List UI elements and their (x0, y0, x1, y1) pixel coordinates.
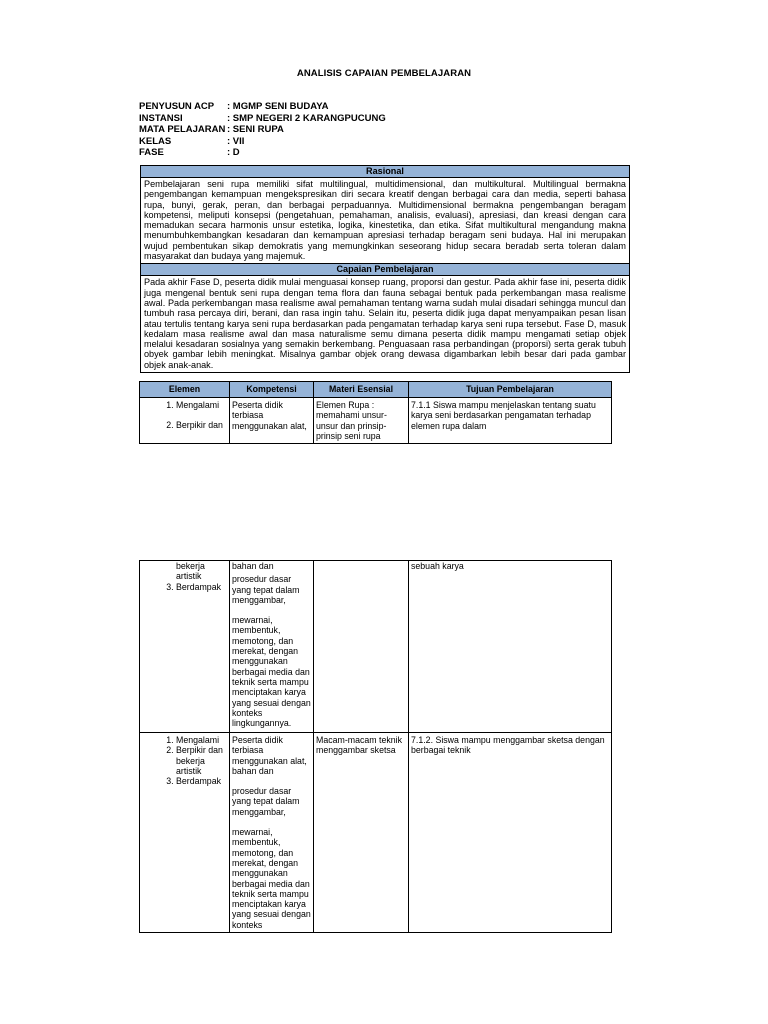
meta-label: KELAS (139, 135, 172, 147)
meta-value: : MGMP SENI BUDAYA (227, 101, 329, 112)
cell-elemen (140, 561, 230, 733)
table-header-row (140, 382, 612, 398)
meta-row-fase (139, 147, 386, 159)
list-item: 1. Mengalami (176, 400, 227, 410)
meta-label: PENYUSUN ACP (139, 101, 215, 112)
cell-tujuan: sebuah karya (409, 561, 612, 733)
meta-value: : SENI RUPA (227, 124, 284, 135)
kompetensi-para: mewarnai, membentuk, memotong, dan merekat, dengan menggunakan berbagai media dan teknik serta mampu menciptakan karya yang sesuai dengan konteks (232, 827, 311, 930)
cell-materi (314, 561, 409, 733)
kompetensi-para: prosedur dasar yang tepat dalam menggambar, (232, 786, 300, 817)
header-kompetensi: Kompetensi (230, 382, 314, 398)
document-title: ANALISIS CAPAIAN PEMBELAJARAN (296, 68, 472, 79)
kompetensi-para: Peserta didik terbiasa menggunakan alat, bahan dan (232, 735, 307, 776)
rasional-capaian-box (140, 165, 630, 373)
analysis-table-part2 (139, 560, 612, 933)
document-meta (139, 101, 386, 159)
capaian-text: Pada akhir Fase D, peserta didik mulai menguasai konsep ruang, proporsi dan gestur. Pada akhir fase ini, peserta didik juga mengenal bentuk seni rupa dengan tema flora dan fauna sebagai bentuk pada perkembangan masa realisme awal. Pada perkembangan masa realisme awal pemahaman tentang warna sudah mulai disadari sehingga muncul dan tumbuh rasa percaya diri, berani, dan rasa ingin tahu. Selain itu, peserta didik juga dapat menyampaikan pesan lisan atau tertulis tentang karya seni rupa berdasarkan pada pengamatan terhadap karya seni rupa tersebut. Fase D, masuk kedalam masa realisme awal dan masa naturalisme semu dimana peserta didik mampu mengamati setiap objek melalui kesadaran sosialnya yang semakin berkembang. Penguasaan rasa perbandingan (proporsi) serta gerak tubuh obyek gambar lebih meningkat. Misalnya gambar objek orang dewasa digambarkan lebih besar dari pada gambar objek anak-anak. (144, 277, 626, 370)
table-row (140, 398, 612, 444)
header-tujuan: Tujuan Pembelajaran (409, 382, 612, 398)
cell-elemen (140, 398, 230, 444)
meta-label: FASE (139, 147, 164, 158)
cell-kompetensi (230, 561, 314, 733)
table-row (140, 561, 612, 733)
capaian-heading: Capaian Pembelajaran (141, 263, 629, 276)
meta-row-instansi (139, 113, 386, 125)
cell-elemen (140, 733, 230, 933)
list-item: 2. Berpikir dan bekerja artistik (176, 745, 227, 776)
cell-materi: Macam-macam teknik menggambar sketsa (314, 733, 409, 933)
analysis-table-part1 (139, 381, 612, 444)
cell-kompetensi (230, 733, 314, 933)
meta-label: MATA PELAJARAN (139, 124, 226, 135)
table-row (140, 733, 612, 933)
meta-row-kelas (139, 136, 386, 148)
rasional-text: Pembelajaran seni rupa memiliki sifat multilingual, multidimensional, dan multikultural. Multilingual bermakna pengembangan kemampuan mengekspresikan diri secara kreatif dengan berbagai cara dan media, seperti bahasa rupa, bunyi, gerak, peran, dan berbagai perpaduannya. Multidimensional bermakna pengembangan beragam kompetensi, meliputi konsepsi (pengetahuan, pemahaman, analisis, evaluasi), apresiasi, dan kreasi dengan cara memadukan secara harmonis unsur estetika, logika, kinestetika, dan etika. Sifat multikultural mengandung makna menumbuhkembangkan kesadaran dan kemampuan apresiasi terhadap beragam seni budaya. Hal ini merupakan wujud pembentukan sikap demokratis yang memungkinkan seseorang hidup secara beradab serta toleran dalam masyarakat dan budaya yang majemuk. (144, 179, 626, 262)
meta-value: : SMP NEGERI 2 KARANGPUCUNG (227, 112, 386, 124)
meta-value: : D (227, 147, 240, 158)
list-item: 1. Mengalami (176, 735, 227, 745)
header-materi: Materi Esensial (314, 382, 409, 398)
meta-row-mapel (139, 124, 386, 136)
list-item: 3. Berdampak (176, 582, 227, 592)
list-item: 3. Berdampak (176, 776, 227, 786)
cell-tujuan: 7.1.2. Siswa mampu menggambar sketsa dengan berbagai teknik (409, 733, 612, 933)
cell-tujuan: 7.1.1 Siswa mampu menjelaskan tentang suatu karya seni berdasarkan pengamatan terhadap elemen rupa dalam (409, 398, 612, 444)
meta-row-penyusun (139, 101, 386, 113)
elemen-continued: bekerja (176, 561, 205, 571)
meta-value: : VII (227, 135, 245, 147)
cell-materi: Elemen Rupa : memahami unsur-unsur dan prinsip-prinsip seni rupa (314, 398, 409, 444)
meta-label: INSTANSI (139, 112, 183, 124)
header-elemen: Elemen (140, 382, 230, 398)
kompetensi-para: bahan dan (232, 561, 274, 571)
cell-kompetensi: Peserta didik terbiasa menggunakan alat, (230, 398, 314, 444)
kompetensi-para: mewarnai, membentuk, memotong, dan merekat, dengan menggunakan berbagai media dan teknik serta mampu menciptakan karya yang sesuai dengan konteks lingkungannya. (232, 615, 311, 729)
rasional-heading: Rasional (141, 166, 629, 178)
kompetensi-para: prosedur dasar yang tepat dalam menggambar, (232, 574, 300, 605)
elemen-continued: artistik (176, 571, 202, 582)
list-item: 2. Berpikir dan (176, 420, 227, 430)
